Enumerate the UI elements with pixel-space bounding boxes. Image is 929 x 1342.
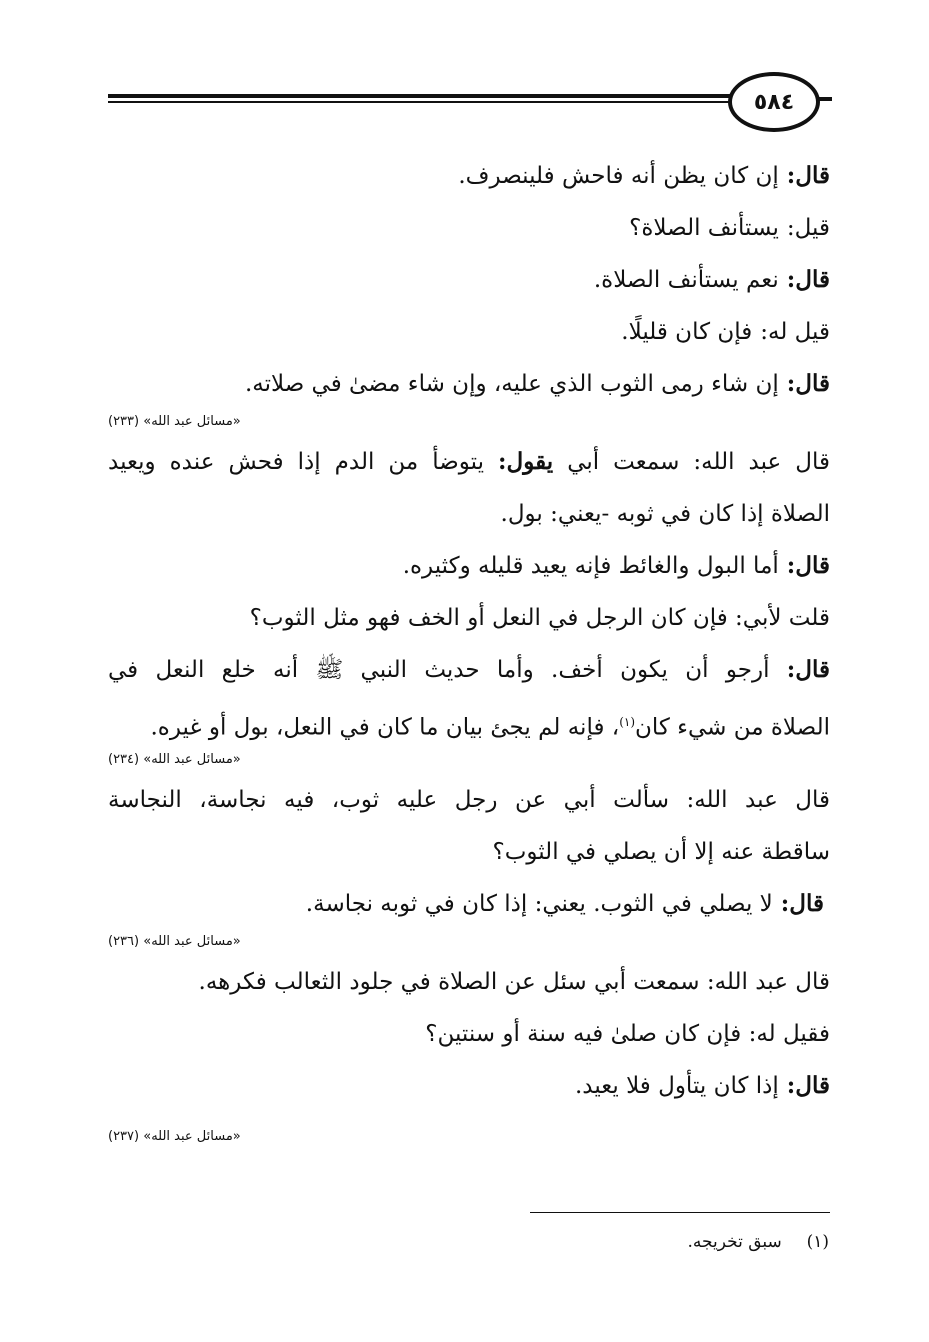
text-line: [108, 592, 830, 644]
citation: «مسائل عبد الله» (٢٣٣): [108, 414, 241, 429]
text-line: [108, 540, 830, 592]
header-rule-thick: [108, 94, 730, 98]
line-text: فقيل له: فإن كان صلىٰ فيه سنة أو سنتين؟: [425, 1021, 830, 1047]
speaker-label: قال:: [786, 1072, 830, 1099]
text-line: [108, 254, 830, 306]
speaker-label: قال:: [786, 370, 830, 397]
line-text: ، فإنه لم يجئ بيان ما كان في النعل، بول أو غيره.: [150, 714, 620, 741]
page-number-badge: [728, 72, 820, 132]
line-text: ساقطة عنه إلا أن يصلي في الثوب؟: [492, 839, 830, 865]
text-line: [108, 436, 830, 488]
header-rule-thin: [108, 101, 730, 103]
text-line: [108, 1060, 830, 1112]
line-text: قال عبد الله: سمعت أبي سئل عن الصلاة في جلود الثعالب فكرهه.: [198, 969, 830, 995]
line-text: لا يصلي في الثوب. يعني: إذا كان في ثوبه نجاسة.: [305, 891, 773, 917]
speaker-label: قال:: [786, 266, 830, 293]
footnote: [688, 1232, 830, 1252]
line-text: يستأنف الصلاة؟: [629, 215, 779, 241]
speaker-label: قال:: [786, 162, 830, 189]
line-text: إن شاء رمى الثوب الذي عليه، وإن شاء مضىٰ في صلاته.: [244, 371, 779, 397]
speaker-label: قيل:: [786, 215, 830, 241]
speaker-label: قال:: [780, 890, 824, 917]
footnote-separator: [530, 1212, 830, 1213]
speaker-label: قال:: [786, 552, 830, 579]
citation: «مسائل عبد الله» (٢٣٧): [108, 1129, 241, 1144]
line-text: نعم يستأنف الصلاة.: [593, 267, 779, 293]
line-text: فإن كان قليلًا.: [621, 319, 753, 345]
footnote-ref[interactable]: (١): [619, 715, 636, 729]
header-rule-right: [818, 97, 832, 101]
line-text: يتوضأ من الدم إذا فحش عنده ويعيد: [108, 449, 484, 475]
text-line: [108, 150, 830, 202]
text-line: [108, 774, 830, 826]
text-line: [108, 488, 830, 540]
line-text: قال عبد الله: سمعت أبي: [567, 449, 831, 475]
text-line: [108, 878, 830, 930]
line-text: قال عبد الله: سألت أبي عن رجل عليه ثوب، فيه نجاسة، النجاسة: [108, 787, 830, 813]
text-line: [108, 358, 830, 410]
citation: «مسائل عبد الله» (٢٣٦): [108, 934, 241, 949]
line-text: الصلاة من شيء كان: [635, 714, 830, 741]
line-text: قلت لأبي: فإن كان الرجل في النعل أو الخف فهو مثل الثوب؟: [249, 605, 830, 631]
speaker-label: قال:: [786, 656, 830, 683]
text-line: [108, 644, 830, 696]
footnote-number: (١): [806, 1232, 829, 1252]
text-line: [108, 696, 830, 748]
bold-word: يقول:: [498, 448, 554, 475]
page-body: [108, 150, 830, 1158]
line-text: أرجو أن يكون أخف. وأما حديث النبي ﷺ أنه خلع النعل في: [108, 657, 770, 683]
text-line: [108, 826, 830, 878]
citation: «مسائل عبد الله» (٢٣٤): [108, 752, 241, 767]
line-text: إن كان يظن أنه فاحش فلينصرف.: [458, 163, 779, 189]
text-line: [108, 202, 830, 254]
line-text: إذا كان يتأول فلا يعيد.: [574, 1073, 779, 1099]
page-number: ٥٨٤: [753, 89, 795, 115]
line-text: الصلاة إذا كان في ثوبه -يعني: بول.: [500, 501, 830, 527]
text-line: [108, 956, 830, 1008]
speaker-label: قيل له:: [760, 319, 830, 345]
text-line: [108, 1008, 830, 1060]
text-line: [108, 306, 830, 358]
line-text: أما البول والغائط فإنه يعيد قليله وكثيره.: [402, 553, 779, 579]
footnote-text: سبق تخريجه.: [687, 1232, 782, 1252]
